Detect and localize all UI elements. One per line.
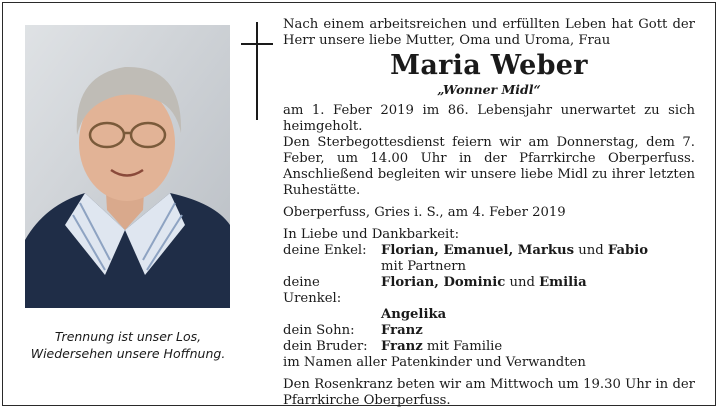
grandchildren-label: deine Enkel:	[283, 243, 367, 258]
quote-line-1: Trennung ist unser Los,	[54, 329, 202, 344]
brother-name: Franz	[381, 339, 423, 354]
grandchildren-note: mit Partnern	[381, 259, 467, 274]
rosary-notice: Den Rosenkranz beten wir am Mittwoch um 19.30 Uhr in der Pfarrkirche Oberperfuss.	[283, 377, 695, 408]
mourning-intro: In Liebe und Dankbarkeit:	[283, 227, 460, 242]
relatives-line: im Namen aller Patenkinder und Verwandten	[283, 355, 586, 370]
grandchildren-row	[283, 243, 695, 259]
place-date: Oberperfuss, Gries i. S., am 4. Feber 2019	[283, 205, 566, 220]
son-name: Franz	[381, 323, 423, 338]
deceased-name: Maria Weber	[390, 50, 588, 81]
cross-icon	[241, 22, 273, 120]
son-label: dein Sohn:	[283, 323, 355, 338]
great-grandchildren-name-last: Emilia	[539, 275, 587, 290]
great-grandchildren-and: und	[509, 275, 535, 290]
great-grandchildren-row	[283, 275, 695, 307]
brother-label: dein Bruder:	[283, 339, 368, 354]
grandchildren-name-last: Fabio	[607, 243, 649, 258]
great-grandchildren-row-2	[283, 307, 695, 323]
brother-note: mit Familie	[426, 339, 503, 354]
great-grandchildren-name-extra: Angelika	[381, 307, 447, 322]
intro-text: Nach einem arbeitsreichen und erfüllten Leben hat Gott der Herr unsere liebe Mutter, Oma und Uroma, Frau	[283, 17, 695, 48]
obituary-text	[283, 17, 695, 409]
son-row	[283, 323, 695, 339]
deceased-nickname: „Wonner Midl“	[437, 82, 541, 97]
great-grandchildren-label: deine Urenkel:	[283, 275, 342, 306]
grandchildren-and: und	[578, 243, 604, 258]
memorial-quote	[18, 328, 238, 362]
brother-row	[283, 339, 695, 355]
death-notice: am 1. Feber 2019 im 86. Lebensjahr unerwartet zu sich heimgeholt.	[283, 103, 695, 134]
quote-line-2: Wiedersehen unsere Hoffnung.	[30, 346, 226, 361]
portrait-photo	[25, 25, 230, 308]
service-notice: Den Sterbegottesdienst feiern wir am Donnerstag, dem 7. Feber, um 14.00 Uhr in der Pfarrkirche Oberperfuss. Anschließend begleiten wir unsere liebe Midl zu ihrer letzten Ruhestätte.	[283, 135, 695, 198]
grandchildren-note-row	[283, 259, 695, 275]
grandchildren-names: Florian, Emanuel, Markus	[381, 243, 574, 258]
great-grandchildren-names: Florian, Dominic	[381, 275, 506, 290]
